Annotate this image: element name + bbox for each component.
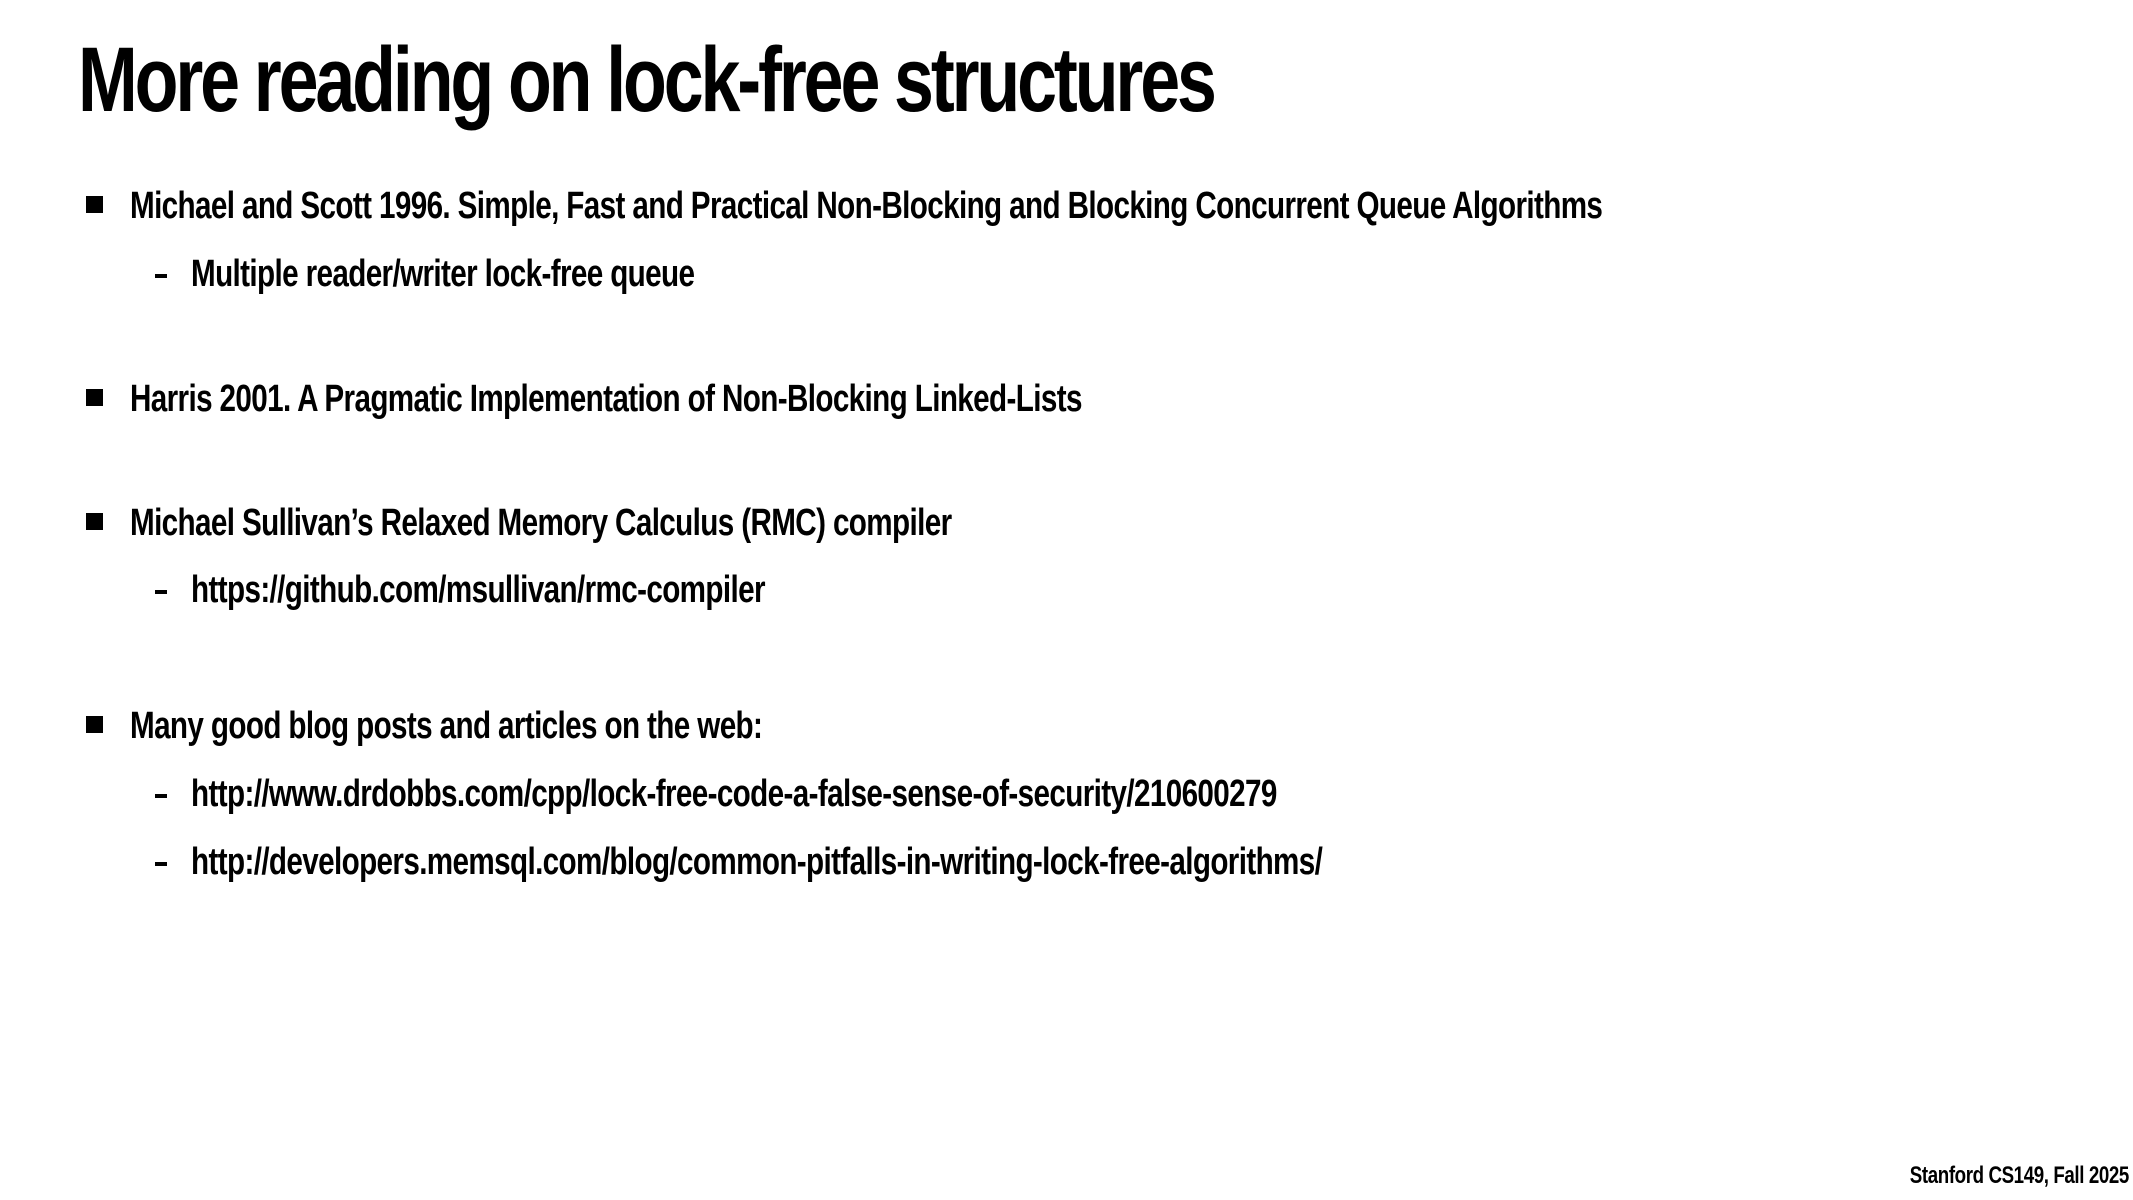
bullet-square-icon [86, 196, 103, 213]
bullet-square-icon [86, 513, 103, 530]
bullet-michael-scott: Michael and Scott 1996. Simple, Fast and Practical Non-Blocking and Blocking Concurrent Queue Algorithms [130, 185, 1603, 227]
dash-icon [155, 590, 167, 594]
dash-icon [155, 274, 167, 278]
bullet-square-icon [86, 389, 103, 406]
subitem-lock-free-queue: Multiple reader/writer lock-free queue [191, 253, 695, 295]
subitem-rmc-compiler-link[interactable]: https://github.com/msullivan/rmc-compiler [191, 569, 765, 611]
slide-title: More reading on lock-free structures [78, 29, 1214, 131]
bullet-harris: Harris 2001. A Pragmatic Implementation of Non-Blocking Linked-Lists [130, 378, 1082, 420]
subitem-memsql-link[interactable]: http://developers.memsql.com/blog/common-pitfalls-in-writing-lock-free-algorithms/ [191, 841, 1323, 883]
bullet-square-icon [86, 716, 103, 733]
bullet-sullivan-rmc: Michael Sullivan’s Relaxed Memory Calculus (RMC) compiler [130, 502, 952, 544]
dash-icon [155, 862, 167, 866]
subitem-drdobbs-link[interactable]: http://www.drdobbs.com/cpp/lock-free-code-a-false-sense-of-security/210600279 [191, 773, 1277, 815]
dash-icon [155, 794, 167, 798]
bullet-blog-posts: Many good blog posts and articles on the web: [130, 705, 763, 747]
course-footer: Stanford CS149, Fall 2025 [1909, 1162, 2129, 1189]
